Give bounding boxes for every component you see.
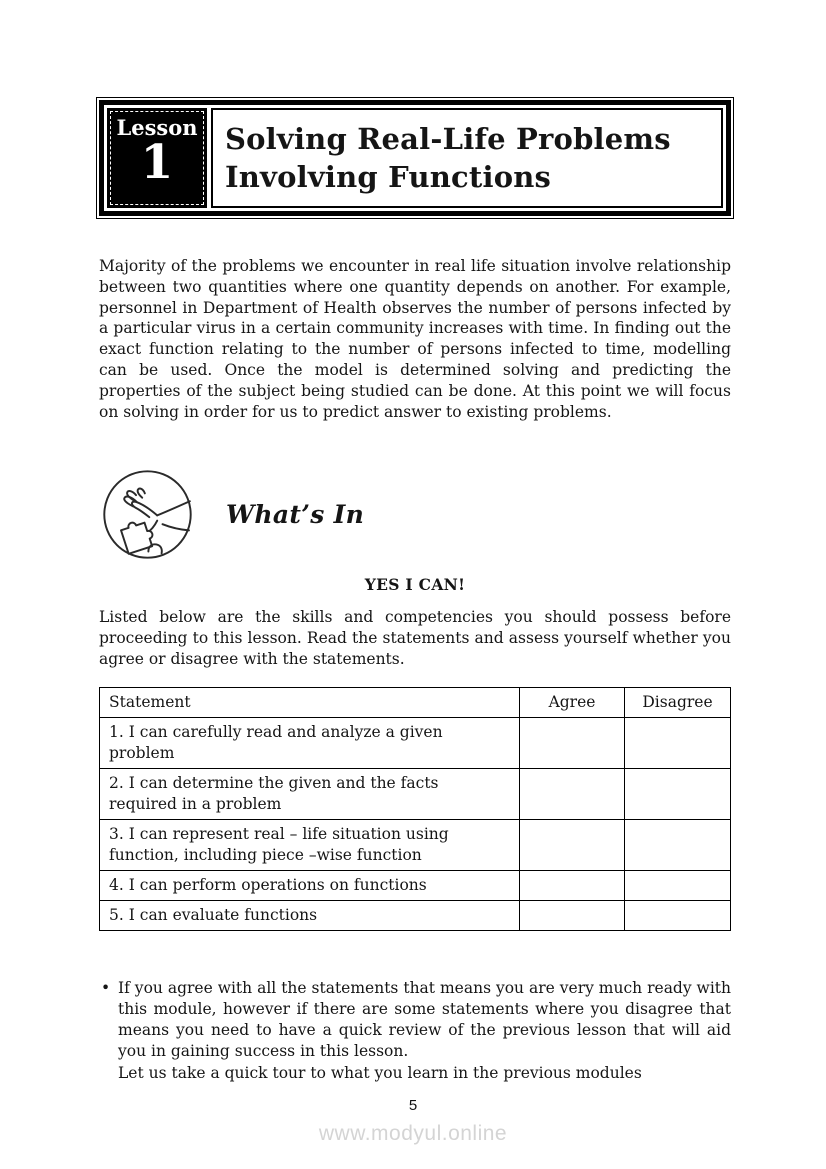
lesson-number: 1 (140, 135, 174, 191)
header-agree: Agree (520, 687, 625, 717)
watermark: www.modyul.online (318, 1122, 508, 1145)
lesson-title-line-2: Involving Functions (225, 160, 552, 194)
page-number: 5 (408, 1097, 418, 1114)
statement-cell: 3. I can represent real – life situation using function, including piece –wise function (100, 819, 520, 870)
bullet-marker: • (101, 978, 111, 997)
statement-cell: 5. I can evaluate functions (100, 900, 520, 930)
disagree-cell[interactable] (625, 768, 731, 819)
lesson-title-cell (211, 108, 723, 208)
lesson-label: Lesson (116, 115, 198, 140)
statement-cell: 1. I can carefully read and analyze a given problem (100, 717, 520, 768)
whats-in-heading: What’s In (226, 500, 365, 530)
note-text: If you agree with all the statements that means you are very much ready with this module, however if there are some statements where you disagree that means you need to have a quick review of the previous lesson that will aid you in gaining success in this lesson. (118, 978, 731, 1061)
table-row (100, 900, 731, 930)
hand-puzzle-icon (99, 466, 196, 563)
self-check-intro: Listed below are the skills and competencies you should possess before proceeding to this lesson. Read the statements and assess yourself whether you agree or disagree with the statements. (99, 608, 731, 668)
header-statement: Statement (100, 687, 520, 717)
table-header-row (100, 687, 731, 717)
page-content (99, 0, 731, 1084)
whats-in-section-header (99, 466, 731, 563)
statement-cell: 4. I can perform operations on functions (100, 870, 520, 900)
disagree-cell[interactable] (625, 900, 731, 930)
lesson-number-cell (107, 108, 207, 208)
note-closing-text: Let us take a quick tour to what you learn in the previous modules (118, 1063, 642, 1082)
lesson-title-line-1: Solving Real-Life Problems (225, 121, 671, 156)
agree-cell[interactable] (520, 717, 625, 768)
agree-cell[interactable] (520, 819, 625, 870)
self-check-table (99, 687, 731, 931)
table-row (100, 717, 731, 768)
agree-cell[interactable] (520, 900, 625, 930)
lesson-banner (99, 100, 731, 216)
intro-paragraph: Majority of the problems we encounter in real life situation involve relationship between two quantities where one quantity depends on another. For example, personnel in Department of Health observes the number of persons infected by a particular virus in a certain community increases with time. In finding out the exact function relating to the number of persons infected to time, modelling can be used. Once the model is determined solving and predicting the properties of the subject being studied can be done. At this point we will focus on solving in order for us to predict answer to existing problems. (99, 257, 731, 421)
note-body (118, 978, 731, 1084)
table-row (100, 768, 731, 819)
statement-cell: 2. I can determine the given and the facts required in a problem (100, 768, 520, 819)
note-bullet-item (99, 978, 731, 1084)
table-row (100, 819, 731, 870)
disagree-cell[interactable] (625, 819, 731, 870)
table-row (100, 870, 731, 900)
yes-i-can-heading: YES I CAN! (364, 575, 466, 595)
header-disagree: Disagree (625, 687, 731, 717)
disagree-cell[interactable] (625, 717, 731, 768)
agree-cell[interactable] (520, 768, 625, 819)
disagree-cell[interactable] (625, 870, 731, 900)
agree-cell[interactable] (520, 870, 625, 900)
